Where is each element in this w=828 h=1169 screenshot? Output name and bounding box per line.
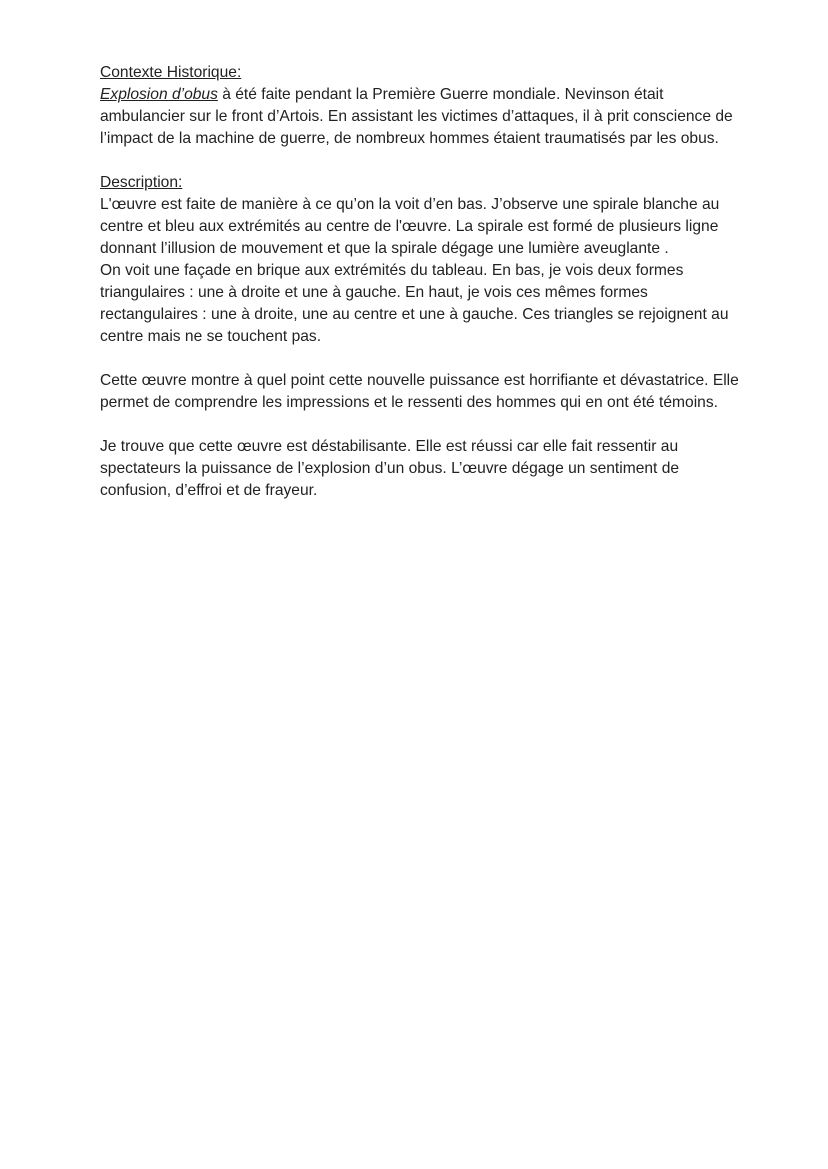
description-heading-line [100,172,740,194]
context-heading: Contexte Historique: [100,64,242,81]
interpretation-section [100,370,740,414]
description-section [100,172,740,348]
context-section [100,62,740,150]
context-text: à été faite pendant la Première Guerre mondiale. Nevinson était ambulancier sur le front d’Artois. En assistant les victimes d’attaques, il à prit conscience de l’impact de la machine de guerre, de nombreux hommes étaient traumatisés par les obus. [100,86,733,147]
description-paragraph-2: On voit une façade en brique aux extrémités du tableau. En bas, je vois deux formes triangulaires : une à droite et une à gauche. En haut, je vois ces mêmes formes rectangulaires : une à droite, une au centre et une à gauche. Ces triangles se rejoignent au centre mais ne se touchent pas. [100,262,729,345]
artwork-title: Explosion d’obus [100,86,218,103]
paragraph-gap [100,414,740,436]
interpretation-paragraph: Cette œuvre montre à quel point cette nouvelle puissance est horrifiante et dévastatrice. Elle permet de comprendre les impressions et le ressenti des hommes qui en ont été témoins. [100,372,739,411]
paragraph-gap [100,150,740,172]
description-paragraph-1: L'œuvre est faite de manière à ce qu’on la voit d’en bas. J’observe une spirale blanche au centre et bleu aux extrémités au centre de l'œuvre. La spirale est formé de plusieurs ligne donnant l’illusion de mouvement et que la spirale dégage une lumière aveuglante . [100,196,720,257]
opinion-section [100,436,740,502]
context-paragraph [100,84,740,150]
description-heading: Description: [100,174,183,191]
document-body [100,62,740,502]
paragraph-gap [100,348,740,370]
opinion-paragraph: Je trouve que cette œuvre est déstabilisante. Elle est réussi car elle fait ressentir au spectateurs la puissance de l’explosion d’un obus. L’œuvre dégage un sentiment de confusion, d’effroi et de frayeur. [100,438,680,499]
context-heading-line [100,62,740,84]
